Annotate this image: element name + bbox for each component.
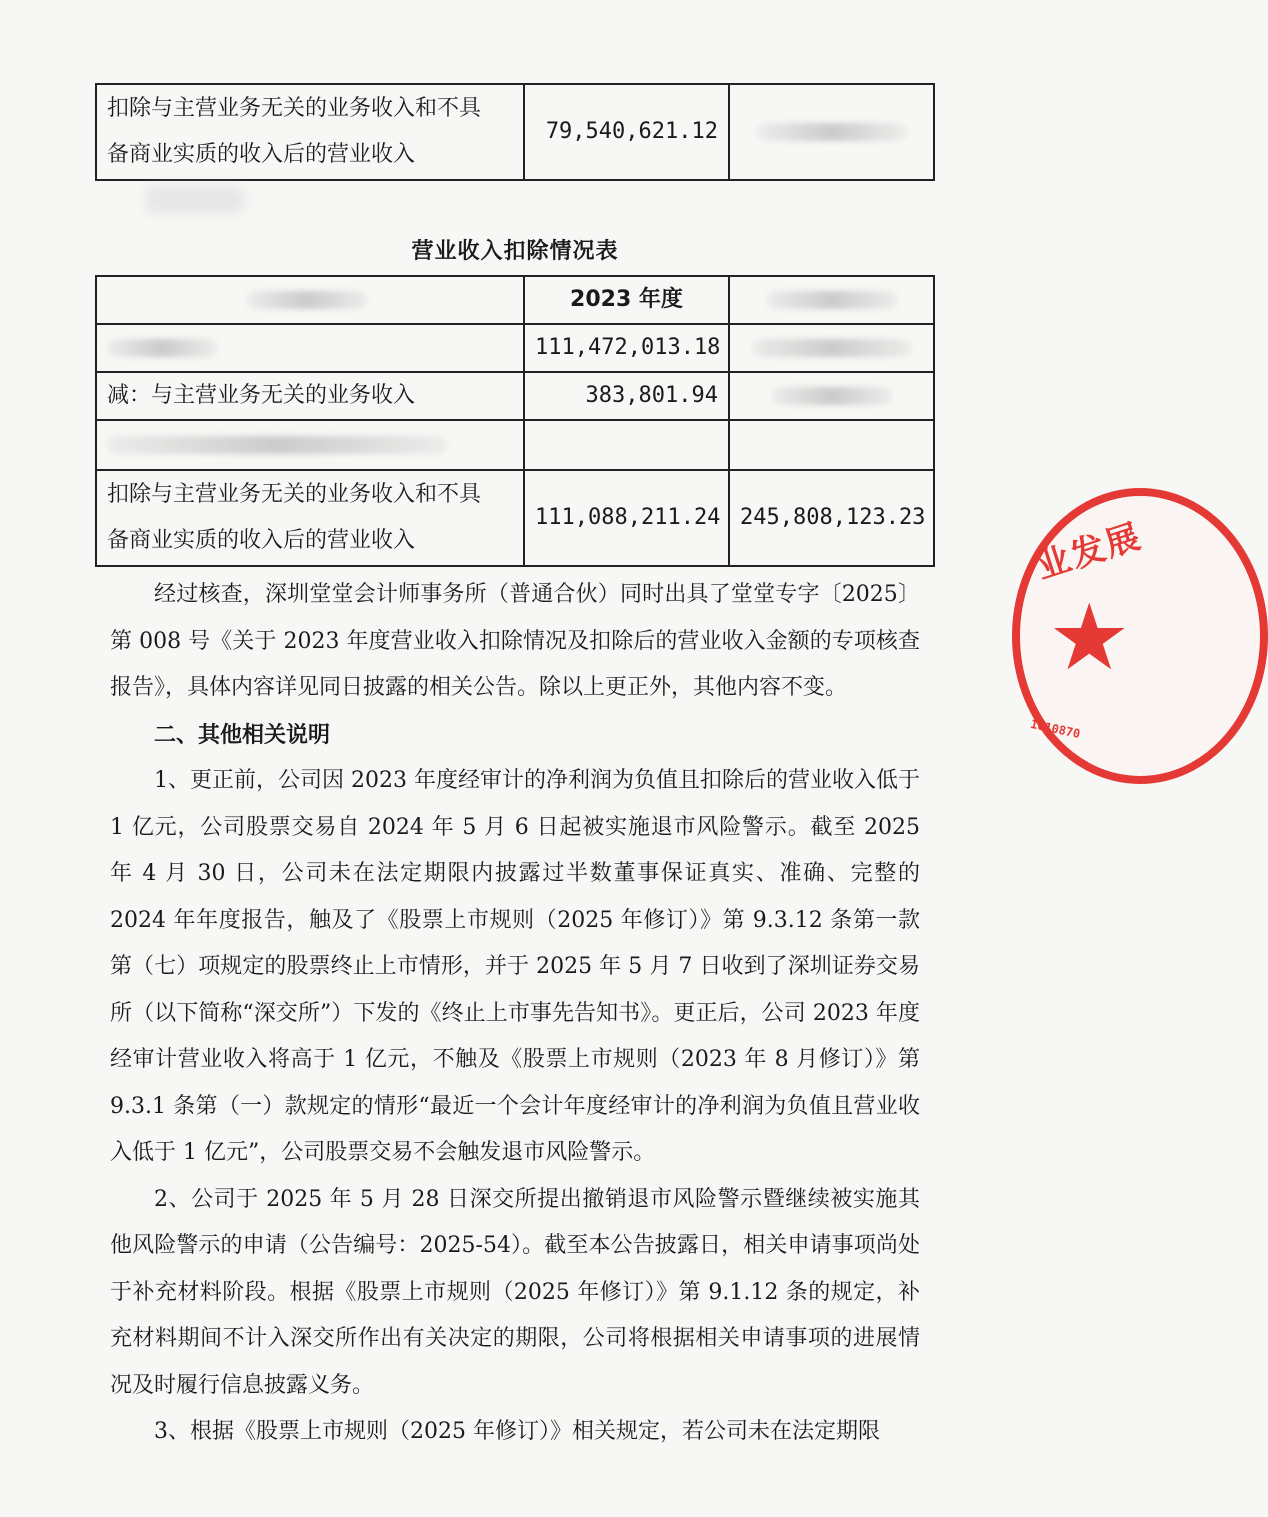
table-row <box>96 470 934 566</box>
paragraph: 2、公司于 2025 年 5 月 28 日深交所提出撤销退市风险警示暨继续被实施其他风险警示的申请（公告编号：2025-54）。截至本公告披露日，相关申请事项尚处于补充材料阶段。根据《股票上市规则（2025 年修订）》第 9.1.12 条的规定，补充材料期间不计入深交所作出有关决定的期限，公司将根据相关申请事项的进展情况及时履行信息披露义务。 <box>110 1186 920 1398</box>
table-row <box>96 372 934 420</box>
body-text <box>110 572 920 1456</box>
table-row <box>96 84 934 180</box>
redacted-label <box>107 436 447 454</box>
redacted-cell <box>729 84 934 180</box>
value-2023-cell <box>524 420 729 470</box>
value-2023-cell: 383,801.94 <box>524 372 729 420</box>
header-other-cell <box>729 276 934 324</box>
redacted-value <box>772 387 892 405</box>
paragraph: 1、更正前，公司因 2023 年度经审计的净利润为负值且扣除后的营业收入低于 1 亿元，公司股票交易自 2024 年 5 月 6 日起被实施退市风险警示。截至 2025 年 4 月 30 日，公司未在法定期限内披露过半数董事保证真实、准确、完整的 2024 年年度报告，触及了《股票上市规则（2025 年修订）》第 9.3.12 条第一款第（七）项规定的股票终止上市情形，并于 2025 年 5 月 7 日收到了深圳证券交易所（以下简称“深交所”）下发的《终止上市事先告知书》。更正后，公司 2023 年度经审计营业收入将高于 1 亿元，不触及《股票上市规则（2023 年 8 月修订）》第 9.3.1 条第（一）款规定的情形“最近一个会计年度经审计的净利润为负值且营业收入低于 1 亿元”，公司股票交易不会触发退市风险警示。 <box>110 768 920 1165</box>
seal-code: 1010870 <box>1029 716 1082 742</box>
redacted-value <box>752 339 912 357</box>
paragraph: 3、根据《股票上市规则（2025 年修订）》相关规定，若公司未在法定期限 <box>154 1419 880 1444</box>
row-label <box>96 420 524 470</box>
value-2023-cell: 111,472,013.18 <box>524 324 729 372</box>
row-label: 减：与主营业务无关的业务收入 <box>96 372 524 420</box>
redaction-smudge <box>145 186 245 214</box>
header-2023: 2023 年度 <box>524 276 729 324</box>
table-row <box>96 324 934 372</box>
header-label-cell <box>96 276 524 324</box>
redacted-cell <box>729 372 934 420</box>
row-label-line: 备商业实质的收入后的营业收入 <box>107 528 416 553</box>
redacted-label <box>107 339 217 357</box>
row-label-line: 扣除与主营业务无关的业务收入和不具 <box>107 96 482 121</box>
redacted-cell <box>729 420 934 470</box>
top-table <box>95 83 935 181</box>
row-label <box>96 324 524 372</box>
seal-text: 业发展 <box>1031 516 1147 588</box>
row-label <box>96 84 524 180</box>
table-row <box>96 420 934 470</box>
row-label-line: 扣除与主营业务无关的业务收入和不具 <box>107 482 482 507</box>
value-2023-cell: 79,540,621.12 <box>524 84 729 180</box>
row-label <box>96 470 524 566</box>
paragraph: 经过核查，深圳堂堂会计师事务所（普通合伙）同时出具了堂堂专字〔2025〕第 008 号《关于 2023 年度营业收入扣除情况及扣除后的营业收入金额的专项核查报告》，具体内容详见同日披露的相关公告。除以上更正外，其他内容不变。 <box>110 582 920 700</box>
company-seal <box>1012 488 1268 784</box>
table-title: 营业收入扣除情况表 <box>411 239 619 264</box>
redacted-value <box>757 123 907 141</box>
redacted-header <box>247 291 367 309</box>
deduction-table <box>95 275 935 567</box>
redacted-cell <box>729 324 934 372</box>
section-heading: 二、其他相关说明 <box>154 721 331 748</box>
redacted-header <box>767 291 897 309</box>
table-header-row <box>96 276 934 324</box>
value-2023-cell: 111,088,211.24 <box>524 470 729 566</box>
row-label-line: 备商业实质的收入后的营业收入 <box>107 142 416 167</box>
seal-star-icon: ★ <box>1048 584 1131 691</box>
value-other-cell: 245,808,123.23 <box>729 470 934 566</box>
